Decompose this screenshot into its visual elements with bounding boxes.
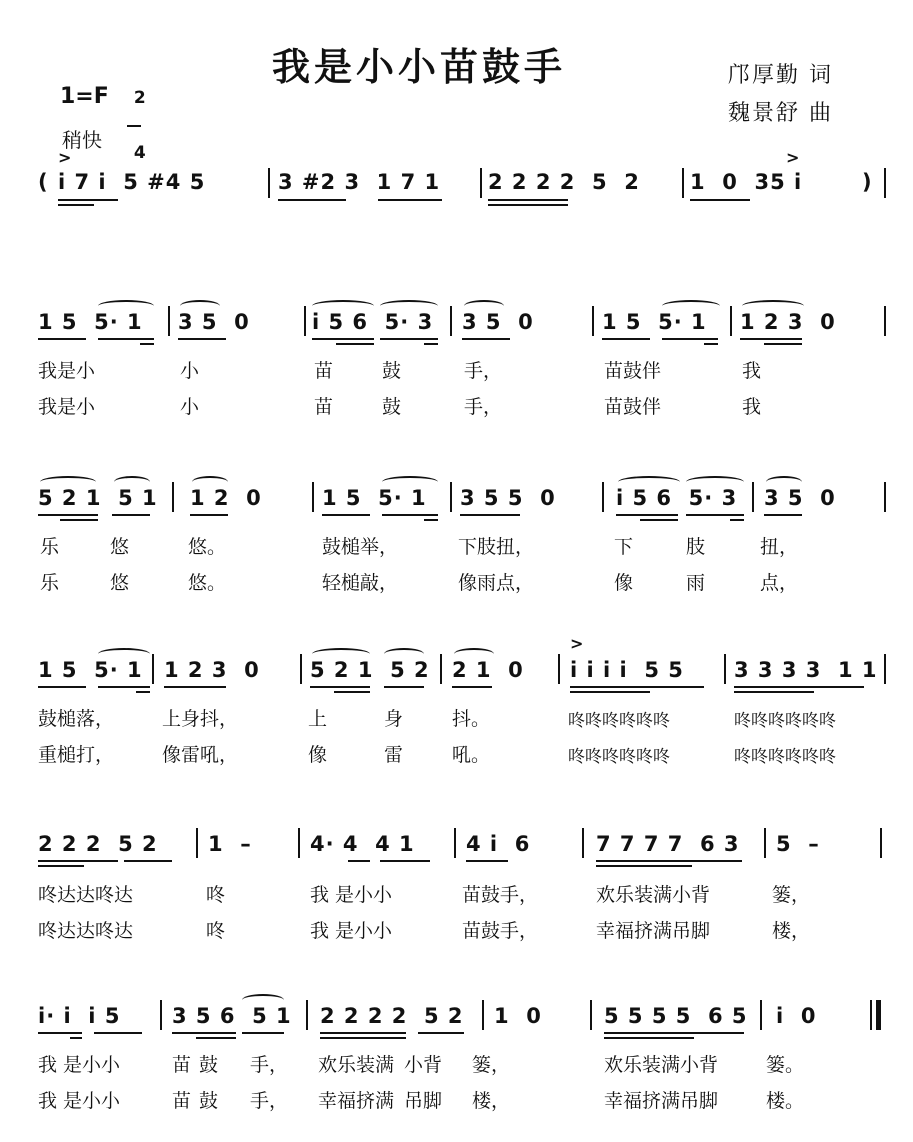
barline [300, 654, 302, 684]
lyric: 抖。 [452, 708, 491, 730]
lyric: 我 [742, 360, 762, 382]
accent-mark: > [58, 148, 72, 167]
barline [454, 828, 456, 858]
underline-beam [380, 338, 438, 340]
barline [752, 482, 754, 512]
barline [884, 654, 886, 684]
lyric: 吼。 [452, 744, 491, 766]
lyric: 我 是小小 [310, 884, 393, 906]
underline-beam [424, 343, 438, 345]
lyric: 咚咚咚咚咚咚 [734, 711, 836, 731]
intro-measure-4: 1 0 35 i [690, 170, 803, 194]
slur [312, 648, 370, 660]
underline-beam [136, 691, 150, 693]
lyric: 像 [308, 744, 328, 766]
underline-beam [98, 686, 150, 688]
intro-measure-2: 3 #2 3 1 7 1 [278, 170, 441, 194]
barline [304, 306, 306, 336]
lyric: 上 [308, 708, 328, 730]
lyric: 鼓槌举， [322, 536, 399, 558]
underline-beam [322, 514, 370, 516]
lyric: 吊脚 [404, 1090, 443, 1112]
song-title: 我是小小苗鼓手 [272, 44, 567, 89]
barline [730, 306, 732, 336]
underline-beam [604, 1032, 744, 1034]
lyric: 幸福挤满 [318, 1090, 395, 1112]
composer-credit: 魏景舒 曲 [728, 101, 833, 126]
lyric: 咚 [206, 884, 226, 906]
lyric: 苗鼓手， [462, 884, 539, 906]
barline [592, 306, 594, 336]
underline-beam [334, 691, 370, 693]
barline [880, 828, 882, 858]
measure: i 5 6 5· 3 [312, 310, 434, 334]
barline [268, 168, 270, 198]
underline-beam [310, 686, 370, 688]
lyric: 欢乐装满小背 [596, 884, 711, 906]
underline-beam [596, 865, 692, 867]
final-barline [876, 1000, 881, 1030]
intro-open-paren: ( [38, 170, 49, 194]
underline-beam [570, 686, 704, 688]
lyric: 欢乐装满 [318, 1054, 395, 1076]
lyric: 咚咚咚咚咚咚 [568, 711, 670, 731]
measure: 1 5 5· 1 [38, 310, 143, 334]
barline [480, 168, 482, 198]
slur [662, 300, 720, 312]
underline-beam [604, 1037, 694, 1039]
lyric: 手， [250, 1054, 289, 1076]
lyric: 咚达达咚达 [38, 884, 134, 906]
underline-beam [164, 686, 226, 688]
lyric: 篓。 [766, 1054, 805, 1076]
lyric: 悠。 [188, 572, 227, 594]
barline [682, 168, 684, 198]
slur [454, 648, 494, 660]
underline-beam [384, 686, 424, 688]
barline [582, 828, 584, 858]
measure: 1 5 5· 1 [322, 486, 427, 510]
underline-beam [570, 691, 650, 693]
underline-beam [460, 514, 520, 516]
underline-beam [98, 338, 154, 340]
slur [312, 300, 374, 312]
lyric: 苗 [314, 360, 334, 382]
underline-beam [242, 1032, 284, 1034]
barline [870, 1000, 872, 1030]
underline-beam [764, 343, 802, 345]
measure: 1 5 5· 1 [602, 310, 707, 334]
lyric: 幸福挤满吊脚 [604, 1090, 719, 1112]
lyric: 幸福挤满吊脚 [596, 920, 711, 942]
lyric: 悠。 [188, 536, 227, 558]
measure: i i i i 5 5 [570, 658, 684, 682]
underline-beam [190, 514, 228, 516]
measure: 4· 4 4 1 [310, 832, 415, 856]
lyric: 楼。 [766, 1090, 805, 1112]
measure: 3 3 3 3 1 1 [734, 658, 878, 682]
underline-beam [640, 519, 678, 521]
underline-beam [686, 514, 744, 516]
underline-beam [662, 338, 718, 340]
barline [450, 482, 452, 512]
slur [98, 648, 150, 660]
barline [298, 828, 300, 858]
measure: 2 2 2 5 2 [38, 832, 158, 856]
time-signature-bottom: 4 [133, 143, 146, 163]
slur [192, 476, 228, 488]
underline-beam [730, 519, 744, 521]
time-signature [122, 73, 146, 162]
measure: 1 – [208, 832, 252, 856]
barline [450, 306, 452, 336]
underline-beam [596, 860, 742, 862]
lyric: 雨 [686, 572, 706, 594]
slur [742, 300, 804, 312]
lyric: 鼓 [382, 360, 402, 382]
lyric: 像雨点， [458, 572, 535, 594]
lyric: 乐 [40, 536, 60, 558]
underline-beam [616, 514, 678, 516]
barline [764, 828, 766, 858]
lyric: 下肢扭， [458, 536, 535, 558]
measure: 5 – [776, 832, 820, 856]
barline [196, 828, 198, 858]
lyric: 上身抖， [162, 708, 239, 730]
intro-measure-3: 2 2 2 2 5 2 [488, 170, 640, 194]
underline-beam [734, 691, 814, 693]
accent-mark: > [786, 148, 800, 167]
lyric: 像 [614, 572, 634, 594]
underline-beam [452, 686, 492, 688]
measure: i 5 6 5· 3 [616, 486, 738, 510]
lyric: 欢乐装满小背 [604, 1054, 719, 1076]
measure: 5 2 1 5 2 [310, 658, 430, 682]
underline-beam [704, 343, 718, 345]
measure: i 0 [776, 1004, 817, 1028]
lyric: 鼓 [382, 396, 402, 418]
underline-beam [488, 199, 568, 201]
underline-beam [60, 519, 98, 521]
underline-beam [320, 1037, 406, 1039]
slur [242, 994, 284, 1006]
barline [760, 1000, 762, 1030]
underline-beam [178, 338, 226, 340]
underline-beam [690, 199, 750, 201]
underline-beam [278, 199, 346, 201]
measure: 7 7 7 7 6 3 [596, 832, 740, 856]
underline-beam [38, 860, 118, 862]
underline-beam [70, 1037, 82, 1039]
lyric: 悠 [110, 536, 130, 558]
underline-beam [312, 338, 374, 340]
barline [590, 1000, 592, 1030]
lyric: 鼓槌落， [38, 708, 115, 730]
lyric: 苗鼓 [172, 1054, 227, 1076]
lyric: 肢 [686, 536, 706, 558]
underline-beam [348, 860, 370, 862]
barline [602, 482, 604, 512]
lyric: 苗鼓伴 [604, 396, 662, 418]
lyric: 小 [180, 396, 200, 418]
barline [168, 306, 170, 336]
underline-beam [602, 338, 650, 340]
slur [114, 476, 150, 488]
barline [558, 654, 560, 684]
lyric: 篓， [472, 1054, 511, 1076]
measure: 3 5 0 [178, 310, 250, 334]
measure: i· i i 5 [38, 1004, 121, 1028]
measure: 3 5 6 5 1 [172, 1004, 292, 1028]
underline-beam [380, 860, 430, 862]
lyric: 苗鼓伴 [604, 360, 662, 382]
lyric: 点， [760, 572, 799, 594]
barline [884, 306, 886, 336]
lyric: 像雷吼， [162, 744, 239, 766]
lyric: 小背 [404, 1054, 443, 1076]
measure: 5 2 1 5 1 [38, 486, 158, 510]
underline-beam [172, 1032, 236, 1034]
lyric: 苗 [314, 396, 334, 418]
measure: 3 5 5 0 [460, 486, 556, 510]
lyric: 咚咚咚咚咚咚 [734, 747, 836, 767]
lyric: 咚咚咚咚咚咚 [568, 747, 670, 767]
barline [884, 168, 886, 198]
underline-beam [488, 204, 568, 206]
measure: 1 5 5· 1 [38, 658, 143, 682]
intro-measure-1: i 7 i 5 #4 5 [58, 170, 206, 194]
underline-beam [112, 514, 150, 516]
lyric: 悠 [110, 572, 130, 594]
lyric: 咚达达咚达 [38, 920, 134, 942]
barline [306, 1000, 308, 1030]
tempo-marking: 稍快 [62, 128, 102, 152]
slur [384, 648, 424, 660]
lyric: 苗鼓手， [462, 920, 539, 942]
slur [98, 300, 154, 312]
underline-beam [38, 338, 86, 340]
underline-beam [38, 865, 84, 867]
lyric: 雷 [384, 744, 404, 766]
underline-beam [378, 199, 442, 201]
slur [180, 300, 220, 312]
lyric: 我 是小小 [38, 1054, 121, 1076]
underline-beam [58, 204, 94, 206]
barline [482, 1000, 484, 1030]
underline-beam [196, 1037, 236, 1039]
intro-close-paren: ) [862, 170, 873, 194]
underline-beam [740, 338, 802, 340]
underline-beam [418, 1032, 464, 1034]
barline [152, 654, 154, 684]
slur [686, 476, 744, 488]
barline [884, 482, 886, 512]
lyric: 手， [250, 1090, 289, 1112]
lyric: 我是小 [38, 360, 96, 382]
slur [766, 476, 802, 488]
lyric: 篓， [772, 884, 811, 906]
measure: 2 1 0 [452, 658, 524, 682]
underline-beam [424, 519, 438, 521]
lyric: 下 [614, 536, 634, 558]
slur [380, 300, 438, 312]
measure: 5 5 5 5 6 5 [604, 1004, 748, 1028]
lyric: 重槌打， [38, 744, 115, 766]
measure: 1 0 [494, 1004, 542, 1028]
barline [160, 1000, 162, 1030]
lyric: 我 是小小 [310, 920, 393, 942]
slur [40, 476, 96, 488]
measure: 1 2 3 0 [740, 310, 836, 334]
underline-beam [466, 860, 508, 862]
measure: 3 5 0 [764, 486, 836, 510]
barline [440, 654, 442, 684]
measure: 4 i 6 [466, 832, 531, 856]
lyric: 我是小 [38, 396, 96, 418]
underline-beam [140, 343, 154, 345]
lyric: 轻槌敲， [322, 572, 399, 594]
lyric: 小 [180, 360, 200, 382]
underline-beam [382, 514, 438, 516]
lyricist-credit: 邝厚勤 词 [728, 63, 833, 88]
underline-beam [38, 514, 98, 516]
underline-beam [462, 338, 510, 340]
lyric: 楼， [772, 920, 811, 942]
underline-beam [320, 1032, 406, 1034]
lyric: 乐 [40, 572, 60, 594]
measure: 1 2 3 0 [164, 658, 260, 682]
lyric: 咚 [206, 920, 226, 942]
underline-beam [336, 343, 374, 345]
key-signature: 1=F [60, 84, 109, 109]
lyric: 我 [742, 396, 762, 418]
lyric: 苗鼓 [172, 1090, 227, 1112]
underline-beam [38, 686, 86, 688]
lyric: 楼， [472, 1090, 511, 1112]
underline-beam [124, 860, 172, 862]
underline-beam [764, 514, 802, 516]
measure: 3 5 0 [462, 310, 534, 334]
lyric: 我 是小小 [38, 1090, 121, 1112]
time-signature-top: 2 [133, 88, 146, 108]
underline-beam [38, 1032, 82, 1034]
lyric: 手， [464, 360, 503, 382]
lyric: 身 [384, 708, 404, 730]
lyric: 扭， [760, 536, 799, 558]
barline [724, 654, 726, 684]
slur [618, 476, 680, 488]
slur [464, 300, 504, 312]
barline [312, 482, 314, 512]
measure: 1 2 0 [190, 486, 262, 510]
lyric: 手， [464, 396, 503, 418]
underline-beam [734, 686, 864, 688]
slur [382, 476, 438, 488]
barline [172, 482, 174, 512]
measure: 2 2 2 2 5 2 [320, 1004, 464, 1028]
underline-beam [94, 1032, 142, 1034]
accent-mark: > [570, 634, 584, 653]
underline-beam [58, 199, 118, 201]
